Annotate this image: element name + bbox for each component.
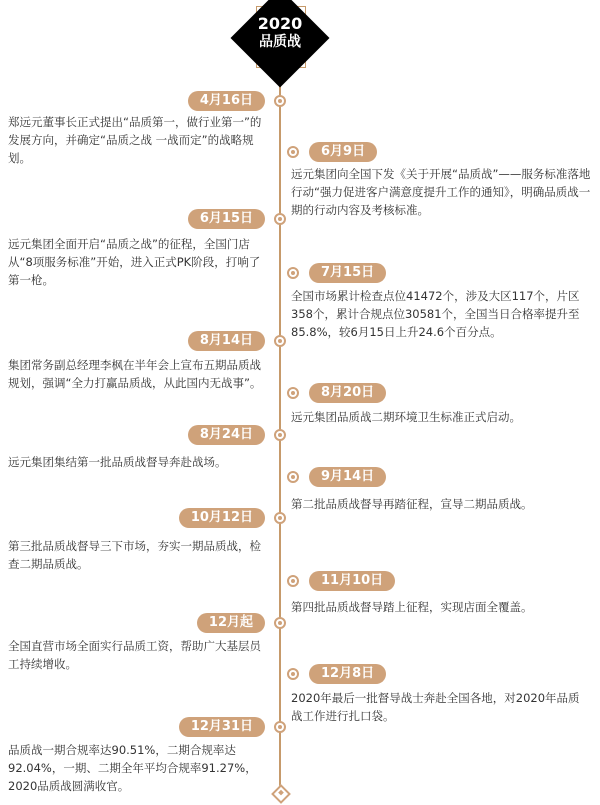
event-date-badge: 9月14日: [309, 467, 386, 487]
event-date-badge: 6月15日: [188, 209, 265, 229]
event-date-badge: 8月14日: [188, 331, 265, 351]
header-title: [240, 14, 320, 52]
timeline-dot: [274, 95, 286, 107]
timeline-dot: [287, 387, 299, 399]
event-date-badge: 11月10日: [309, 571, 395, 591]
event-date-badge: 12月起: [197, 613, 265, 633]
event-description: 集团常务副总经理李枫在半年会上宣布五期品质战规划，强调“全力打赢品质战，从此国内无战事”。: [8, 358, 262, 390]
event-description: 郑远元董事长正式提出“品质第一，做行业第一”的发展方向，并确定“品质之战 一战而定”的战略规划。: [8, 115, 262, 165]
timeline-dot: [287, 471, 299, 483]
timeline-dot: [274, 335, 286, 347]
event-date-badge: 10月12日: [179, 508, 265, 528]
event-description: 远元集团向全国下发《关于开展“品质战”——服务标准落地行动“强力促进客户满意度提升工作的通知》，明确品质战一期的行动内容及考核标准。: [291, 167, 591, 217]
header-subtitle: 品质战: [259, 34, 301, 50]
event-date-badge: 12月31日: [179, 717, 265, 737]
timeline-dot: [287, 267, 299, 279]
event-description: 第三批品质战督导三下市场，夯实一期品质战，检查二期品质战。: [8, 539, 261, 571]
timeline-dot: [287, 575, 299, 587]
event-description: 全国直营市场全面实行品质工资，帮助广大基层员工持续增收。: [8, 639, 261, 671]
event-date-badge: 12月8日: [309, 664, 386, 684]
timeline-end-icon: [271, 784, 291, 804]
event-description: 远元集团全面开启“品质之战”的征程，全国门店从“8项服务标准”开始，进入正式PK阶段，打响了第一枪。: [8, 237, 261, 287]
event-description: 2020年最后一批督导战士奔赴全国各地，对2020年品质战工作进行扎口袋。: [291, 691, 580, 723]
event-date-badge: 6月9日: [309, 142, 377, 162]
event-description: 远元集团集结第一批品质战督导奔赴战场。: [8, 455, 227, 469]
event-date-badge: 8月20日: [309, 383, 386, 403]
event-description: 远元集团品质战二期环境卫生标准正式启动。: [291, 410, 521, 424]
event-date-badge: 4月16日: [188, 91, 265, 111]
timeline-line: [279, 56, 281, 790]
event-date-badge: 8月24日: [188, 425, 265, 445]
header-year: 2020: [257, 14, 303, 33]
event-description: 第四批品质战督导踏上征程，实现店面全覆盖。: [291, 600, 533, 614]
timeline-dot: [274, 512, 286, 524]
timeline-dot: [274, 617, 286, 629]
timeline-dot: [287, 668, 299, 680]
event-description: 全国市场累计检查点位41472个，涉及大区117个，片区358个，累计合规点位30581个，全国当日合格率提升至85.8%，较6月15日上升24.6个百分点。: [291, 289, 580, 339]
timeline-dot: [287, 146, 299, 158]
timeline-dot: [274, 721, 286, 733]
timeline-dot: [274, 213, 286, 225]
timeline-dot: [274, 429, 286, 441]
event-description: 第二批品质战督导再踏征程，宣导二期品质战。: [291, 497, 533, 511]
event-date-badge: 7月15日: [309, 263, 386, 283]
event-description: 品质战一期合规率达90.51%，二期合规率达92.04%，一期、二期全年平均合规率91.27%，2020品质战圆满收官。: [8, 743, 257, 793]
